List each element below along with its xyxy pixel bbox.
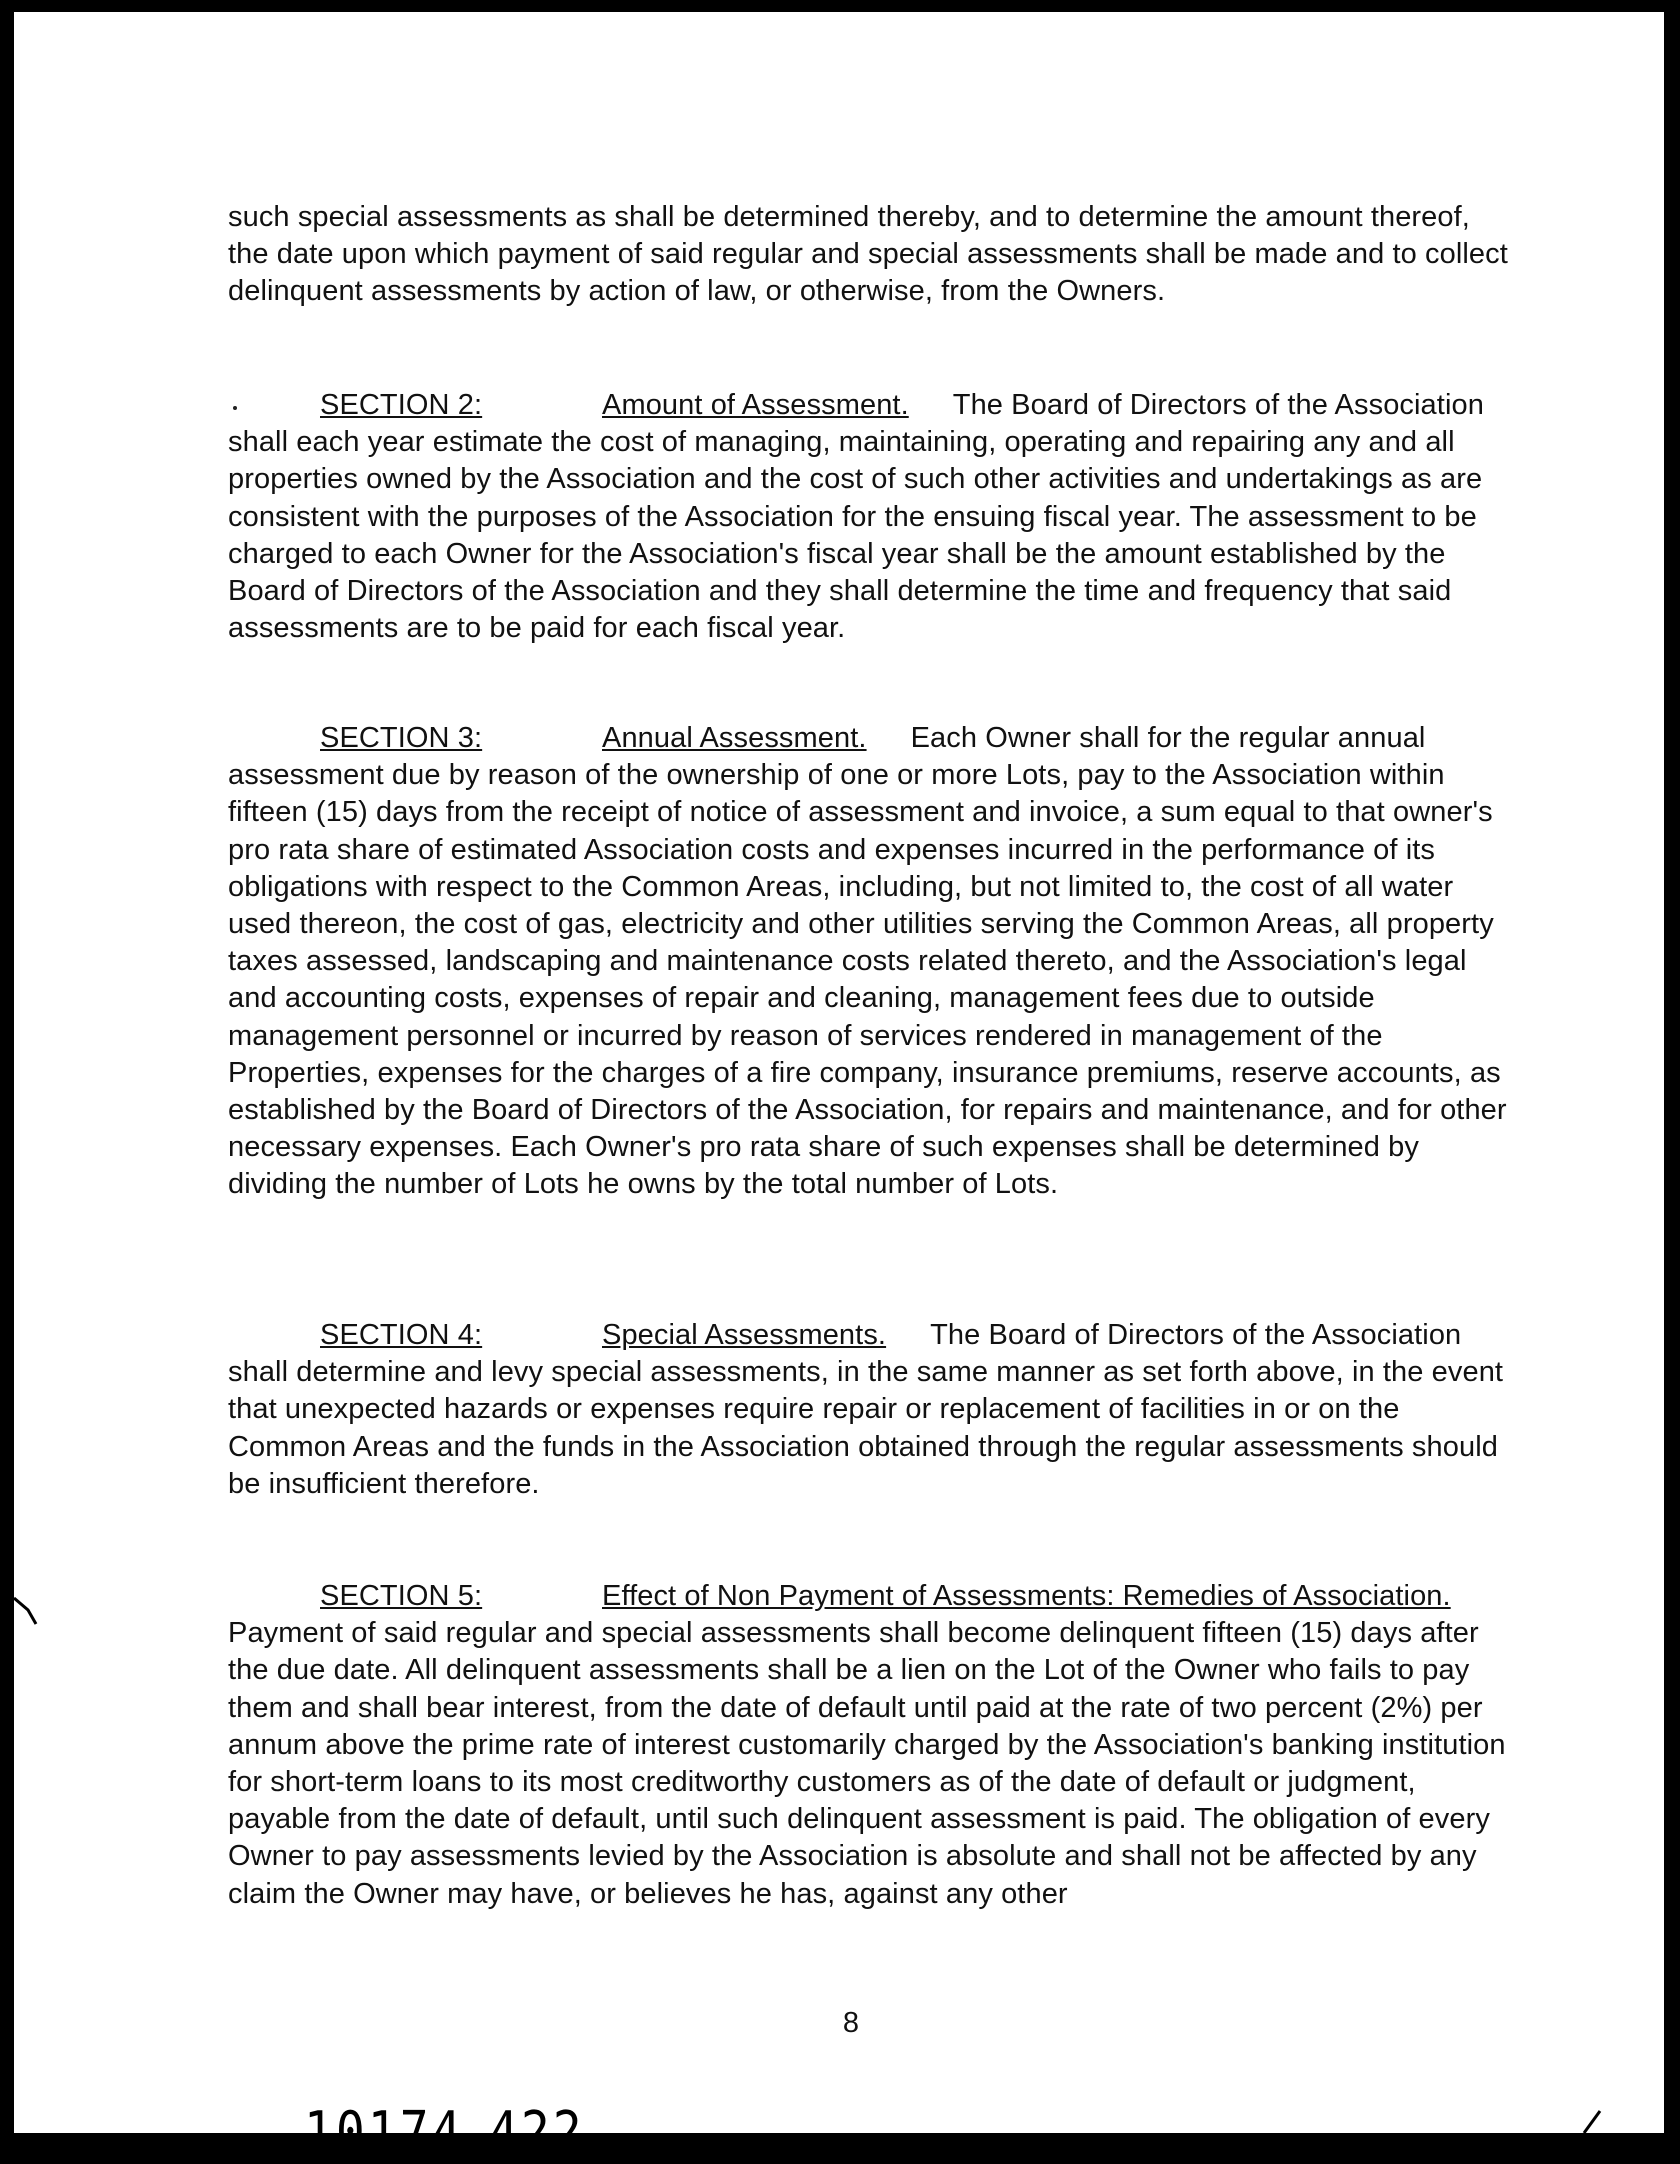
section-5-paragraph xyxy=(228,1578,1508,1913)
page-number: 8 xyxy=(842,2007,860,2039)
section-2-label: SECTION 2: xyxy=(320,389,483,421)
section-3-title: Annual Assessment. xyxy=(602,722,867,754)
section-2-body: The Board of Directors of the Association shall each year estimate the cost of managing, maintaining, operating and repairing any and all properties owned by the Association and the cost of such other activities and undertakings as are consistent with the purposes of the Association for the ensuing fiscal year. The assessment to be charged to each Owner for the Association's fiscal year shall be the amount established by the Board of Directors of the Association and they shall determine the time and frequency that said assessments are to be paid for each fiscal year. xyxy=(228,389,1484,645)
recording-page-number: 422 xyxy=(489,2100,585,2164)
section-4-label: SECTION 4: xyxy=(320,1319,483,1351)
section-2-title: Amount of Assessment. xyxy=(602,389,909,421)
section-3-label: SECTION 3: xyxy=(320,722,483,754)
section-4-paragraph xyxy=(228,1317,1508,1503)
intro-text: such special assessments as shall be determined thereby, and to determine the amount thereof, the date upon which payment of said regular and special assessments shall be made and to collect delinquent assessments by action of law, or otherwise, from the Owners. xyxy=(228,201,1508,308)
intro-paragraph xyxy=(228,199,1508,311)
section-3-body: Each Owner shall for the regular annual assessment due by reason of the ownership of one or more Lots, pay to the Association within fifteen (15) days from the receipt of notice of assessment and invoice, a sum equal to that owner's pro rata share of estimated Association costs and expenses incurred in the performance of its obligations with respect to the Common Areas, including, but not limited to, the cost of all water used thereon, the cost of gas, electricity and other utilities serving the Common Areas, all property taxes assessed, landscaping and maintenance costs related thereto, and the Association's legal and accounting costs, expenses of repair and cleaning, management fees due to outside management personnel or incurred by reason of services rendered in management of the Properties, expenses for the charges of a fire company, insurance premiums, reserve accounts, as established by the Board of Directors of the Association, for repairs and maintenance, and for other necessary expenses. Each Owner's pro rata share of such expenses shall be determined by dividing the number of Lots he owns by the total number of Lots. xyxy=(228,722,1507,1201)
section-4-body: The Board of Directors of the Association shall determine and levy special assessments, in the same manner as set forth above, in the event that unexpected hazards or expenses require repair or replacement of facilities in or on the Common Areas and the funds in the Association obtained through the regular assessments should be insufficient therefore. xyxy=(228,1319,1504,1500)
section-5-body: Payment of said regular and special assessments shall become delinquent fifteen (15) days after the due date. All delinquent assessments shall be a lien on the Lot of the Owner who fails to pay them and shall bear interest, from the date of default until paid at the rate of two percent (2%) per annum above the prime rate of interest customarily charged by the Association's banking institution for short-term loans to its most creditworthy customers as of the date of default or judgment, payable from the date of default, until such delinquent assessment is paid. The obligation of every Owner to pay assessments levied by the Association is absolute and shall not be affected by any claim the Owner may have, or believes he has, against any other xyxy=(228,1617,1506,1910)
section-2-paragraph xyxy=(228,387,1508,647)
document-page xyxy=(14,12,1664,2164)
section-4-title: Special Assessments. xyxy=(602,1319,887,1351)
section-5-label: SECTION 5: xyxy=(320,1580,483,1612)
section-5-title: Effect of Non Payment of Assessments: Remedies of Association. xyxy=(602,1580,1451,1612)
scan-edge-mark xyxy=(14,1592,40,1632)
scan-corner-mark xyxy=(1580,2105,1610,2133)
section-3-paragraph xyxy=(228,720,1508,1204)
recording-book-number: 10174 xyxy=(304,2100,464,2164)
